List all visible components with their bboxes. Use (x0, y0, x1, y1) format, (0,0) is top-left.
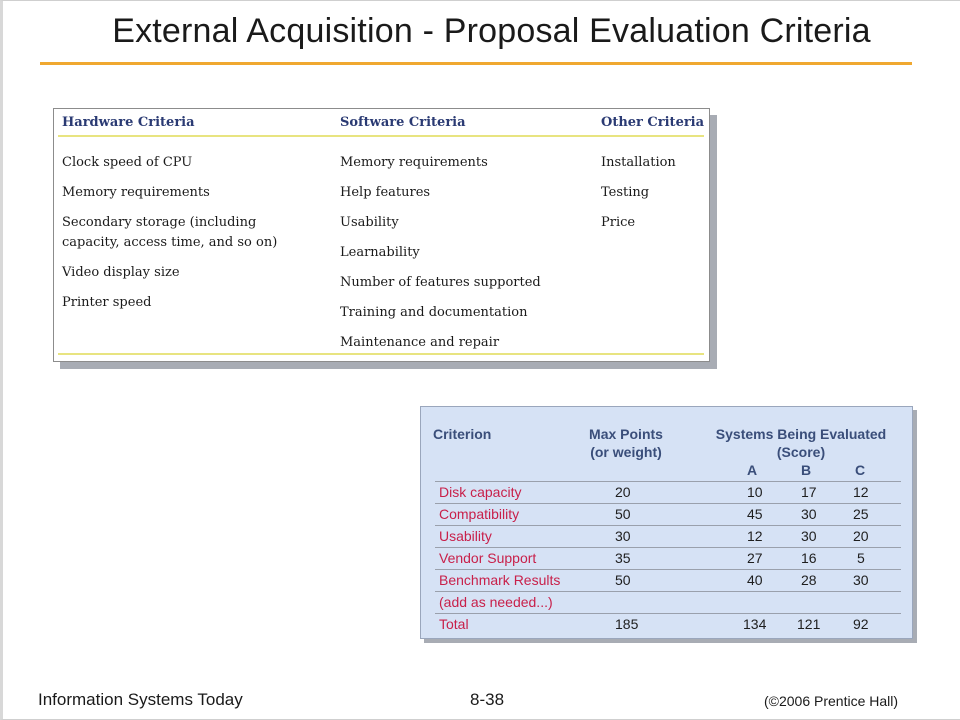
table-row (435, 613, 901, 635)
list-item: Help features (340, 185, 431, 200)
score-a-cell: 134 (743, 616, 767, 632)
max-points-header-line2: (or weight) (590, 444, 662, 460)
system-b-label: B (801, 462, 812, 478)
max-points-header-line1: Max Points (589, 426, 663, 442)
list-item: Price (601, 215, 636, 230)
score-c-cell: 12 (853, 484, 869, 500)
table-row (435, 525, 901, 547)
score-b-cell: 28 (801, 572, 817, 588)
systems-header-line1: Systems Being Evaluated (715, 426, 887, 442)
score-c-cell: 25 (853, 506, 869, 522)
criteria-table (53, 108, 710, 362)
max-cell: 20 (615, 484, 631, 500)
score-b-cell: 30 (801, 506, 817, 522)
list-item: Learnability (340, 245, 420, 260)
other-criteria-heading: Other Criteria (601, 115, 705, 130)
score-b-cell: 16 (801, 550, 817, 566)
footer-divider (58, 353, 704, 355)
criterion-cell: Disk capacity (439, 484, 522, 500)
table-row (435, 547, 901, 569)
list-item: Video display size (62, 265, 180, 280)
footer-book-title: Information Systems Today (38, 690, 243, 709)
criterion-cell: Benchmark Results (439, 572, 561, 588)
criterion-header: Criterion (433, 426, 492, 442)
max-cell: 185 (615, 616, 639, 632)
score-a-cell: 12 (747, 528, 763, 544)
software-criteria-list (340, 153, 590, 363)
score-c-cell: 92 (853, 616, 869, 632)
score-b-cell: 30 (801, 528, 817, 544)
list-item: Training and documentation (340, 305, 528, 320)
max-cell: 50 (615, 572, 631, 588)
score-b-cell: 121 (797, 616, 821, 632)
score-c-cell: 20 (853, 528, 869, 544)
list-item: Maintenance and repair (340, 335, 500, 350)
list-item: Testing (601, 185, 650, 200)
system-c-label: C (855, 462, 866, 478)
criterion-cell: Usability (439, 528, 492, 544)
criterion-cell: Compatibility (439, 506, 520, 522)
table-row (435, 591, 901, 613)
slide-title: External Acquisition - Proposal Evaluation Criteria (112, 12, 871, 50)
list-item: Clock speed of CPU (62, 155, 193, 170)
max-points-header (571, 425, 681, 461)
list-item: Secondary storage (including capacity, access time, and so on) (62, 215, 278, 250)
score-a-cell: 10 (747, 484, 763, 500)
header-divider (58, 135, 704, 137)
list-item: Printer speed (62, 295, 152, 310)
max-cell: 30 (615, 528, 631, 544)
list-item: Installation (601, 155, 676, 170)
hardware-criteria-list (62, 153, 312, 323)
score-a-cell: 40 (747, 572, 763, 588)
criterion-cell: (add as needed...) (439, 594, 553, 610)
list-item: Usability (340, 215, 399, 230)
footer-copyright: (©2006 Prentice Hall) (764, 693, 899, 709)
other-criteria-list (601, 153, 701, 243)
scoring-table (420, 406, 913, 639)
systems-header (701, 425, 901, 461)
footer-page-number: 8-38 (470, 690, 505, 709)
criterion-cell: Vendor Support (439, 550, 537, 566)
score-a-cell: 45 (747, 506, 763, 522)
table-row (435, 481, 901, 503)
score-c-cell: 30 (853, 572, 869, 588)
score-b-cell: 17 (801, 484, 817, 500)
software-criteria-heading: Software Criteria (340, 115, 466, 130)
system-a-label: A (747, 462, 758, 478)
max-cell: 50 (615, 506, 631, 522)
table-row (435, 569, 901, 591)
max-cell: 35 (615, 550, 631, 566)
title-underline (40, 62, 912, 65)
systems-header-line2: (Score) (776, 444, 826, 460)
score-a-cell: 27 (747, 550, 763, 566)
table-row (435, 503, 901, 525)
hardware-criteria-heading: Hardware Criteria (62, 115, 195, 130)
list-item: Number of features supported (340, 275, 541, 290)
list-item: Memory requirements (62, 185, 210, 200)
list-item: Memory requirements (340, 155, 488, 170)
score-c-cell: 5 (857, 550, 865, 566)
criterion-cell: Total (439, 616, 469, 632)
